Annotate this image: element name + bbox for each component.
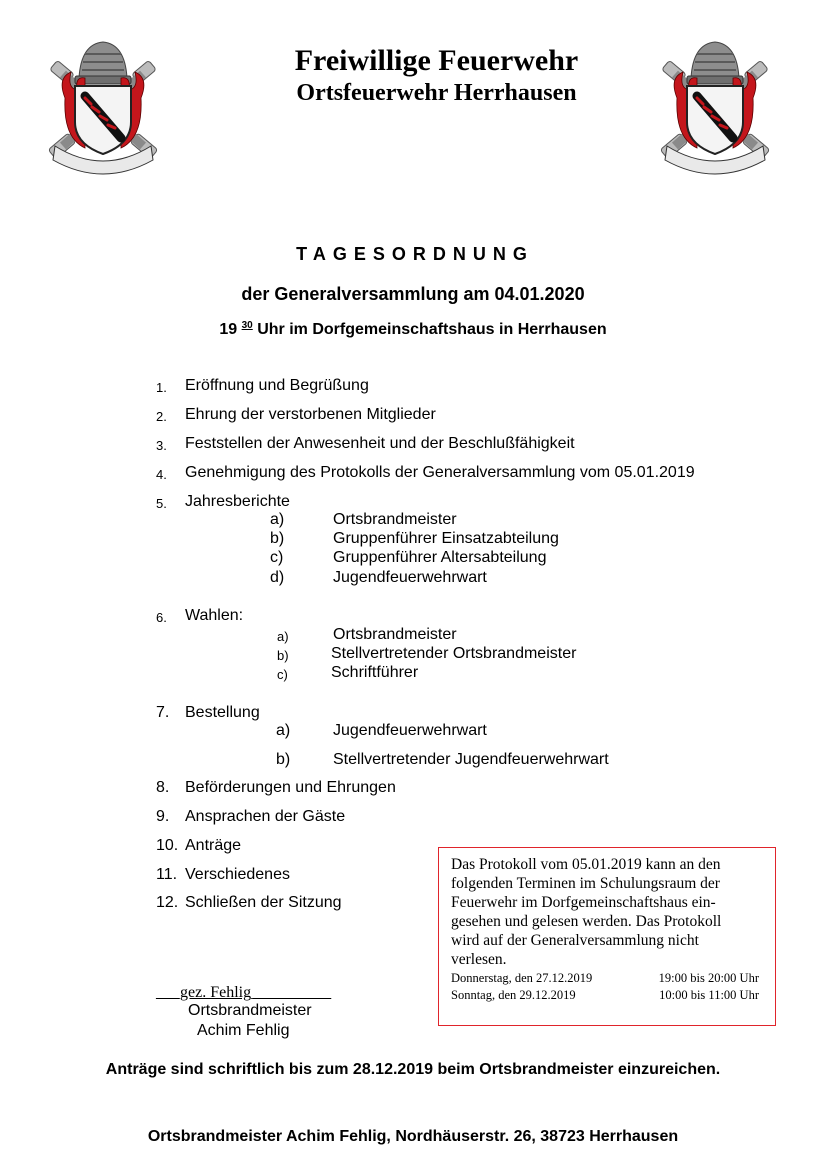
- agenda-item-label: Ansprachen der Gäste: [185, 808, 346, 825]
- agenda-item-number: 9.: [156, 808, 170, 825]
- agenda-subitem-label: Ortsbrandmeister: [333, 511, 457, 528]
- agenda-item-label: Anträge: [185, 837, 242, 854]
- notice-line: gesehen und gelesen werden. Das Protokoll: [451, 913, 722, 930]
- signature-line: ___gez. Fehlig__________: [156, 984, 332, 1001]
- document-subheading: der Generalversammlung am 04.01.2020: [241, 284, 585, 304]
- time-location: Uhr im Dorfgemeinschaftshaus in Herrhausen: [252, 321, 607, 338]
- agenda-item-number: 3.: [156, 438, 167, 453]
- agenda-item-label: Feststellen der Anwesenheit und der Beschlußfähigkeit: [185, 435, 575, 452]
- agenda-item-number: 6.: [156, 610, 167, 625]
- agenda-item-number: 11.: [156, 866, 178, 883]
- notice-date-row: [451, 971, 765, 988]
- notice-time: 19:00 bis 20:00 Uhr: [658, 971, 759, 985]
- agenda-item-number: 12.: [156, 894, 179, 911]
- agenda-item-label: Eröffnung und Begrüßung: [185, 377, 369, 394]
- agenda-item-label: Beförderungen und Ehrungen: [185, 779, 396, 796]
- agenda-item-label: Wahlen:: [185, 607, 244, 624]
- notice-line: verlesen.: [451, 951, 507, 968]
- agenda-subitem-letter: d): [270, 569, 285, 586]
- agenda-subitem-label: Jugendfeuerwehrwart: [333, 722, 487, 739]
- notice-line: folgenden Terminen im Schulungsraum der: [451, 875, 720, 892]
- notice-lines: [451, 855, 765, 969]
- notice-line: Feuerwehr im Dorfgemeinschaftshaus ein-: [451, 894, 716, 911]
- notice-box: [438, 847, 776, 1026]
- agenda-item-number: 2.: [156, 409, 167, 424]
- agenda-item-number: 5.: [156, 496, 167, 511]
- notice-dates: [451, 971, 765, 1005]
- agenda-item-label: Bestellung: [185, 704, 260, 721]
- agenda-item-number: 8.: [156, 779, 170, 796]
- agenda-subitem-label: Stellvertretender Ortsbrandmeister: [331, 645, 577, 662]
- agenda-subitem-letter: b): [276, 751, 291, 768]
- agenda-subitem-letter: b): [277, 648, 289, 663]
- document-heading: TAGESORDNUNG: [296, 244, 534, 264]
- time-hour: 19: [219, 321, 238, 338]
- agenda-subitem-letter: c): [277, 667, 288, 682]
- agenda-subitem-label: Jugendfeuerwehrwart: [333, 569, 487, 586]
- signature-name: Achim Fehlig: [197, 1022, 290, 1039]
- agenda-item-number: 7.: [156, 704, 170, 721]
- agenda-item-label: Jahresberichte: [185, 493, 290, 510]
- footer-address: Ortsbrandmeister Achim Fehlig, Nordhäuserstr. 26, 38723 Herrhausen: [147, 1128, 679, 1145]
- agenda-subitem-letter: b): [270, 530, 285, 547]
- agenda-item-label: Schließen der Sitzung: [185, 894, 342, 911]
- organization-subtitle: Ortsfeuerwehr Herrhausen: [296, 80, 577, 106]
- notice-line: Das Protokoll vom 05.01.2019 kann an den: [451, 856, 721, 873]
- agenda-item-label: Ehrung der verstorbenen Mitglieder: [185, 406, 436, 423]
- notice-line: wird auf der Generalversammlung nicht: [451, 932, 699, 949]
- agenda-subitem-letter: a): [276, 722, 291, 739]
- organization-title: Freiwillige Feuerwehr: [294, 44, 579, 77]
- notice-date: Sonntag, den 29.12.2019: [451, 988, 576, 1002]
- signature-role: Ortsbrandmeister: [188, 1002, 312, 1019]
- agenda-subitem-letter: c): [270, 549, 284, 566]
- agenda-subitem-label: Stellvertretender Jugendfeuerwehrwart: [333, 751, 609, 768]
- agenda-subitem-label: Gruppenführer Einsatzabteilung: [333, 530, 559, 547]
- agenda-subitem-label: Ortsbrandmeister: [333, 626, 457, 643]
- notice-date-row: [451, 988, 765, 1005]
- agenda-item-number: 10.: [156, 837, 179, 854]
- agenda-subitem-letter: a): [270, 511, 285, 528]
- agenda-item-number: 1.: [156, 380, 167, 395]
- notice-date: Donnerstag, den 27.12.2019: [451, 971, 593, 985]
- footer-note: Anträge sind schriftlich bis zum 28.12.2019 beim Ortsbrandmeister einzureichen.: [105, 1061, 721, 1078]
- agenda-item-label: Verschiedenes: [185, 866, 290, 883]
- time-minutes: 30: [241, 320, 253, 331]
- notice-time: 10:00 bis 11:00 Uhr: [659, 988, 759, 1002]
- agenda-item-label: Genehmigung des Protokolls der Generalversammlung vom 05.01.2019: [185, 464, 695, 481]
- agenda-subitem-label: Schriftführer: [331, 664, 419, 681]
- agenda-subitem-letter: a): [277, 629, 289, 644]
- agenda-subitem-label: Gruppenführer Altersabteilung: [333, 549, 547, 566]
- meeting-time: [0, 320, 826, 339]
- agenda-item-number: 4.: [156, 467, 167, 482]
